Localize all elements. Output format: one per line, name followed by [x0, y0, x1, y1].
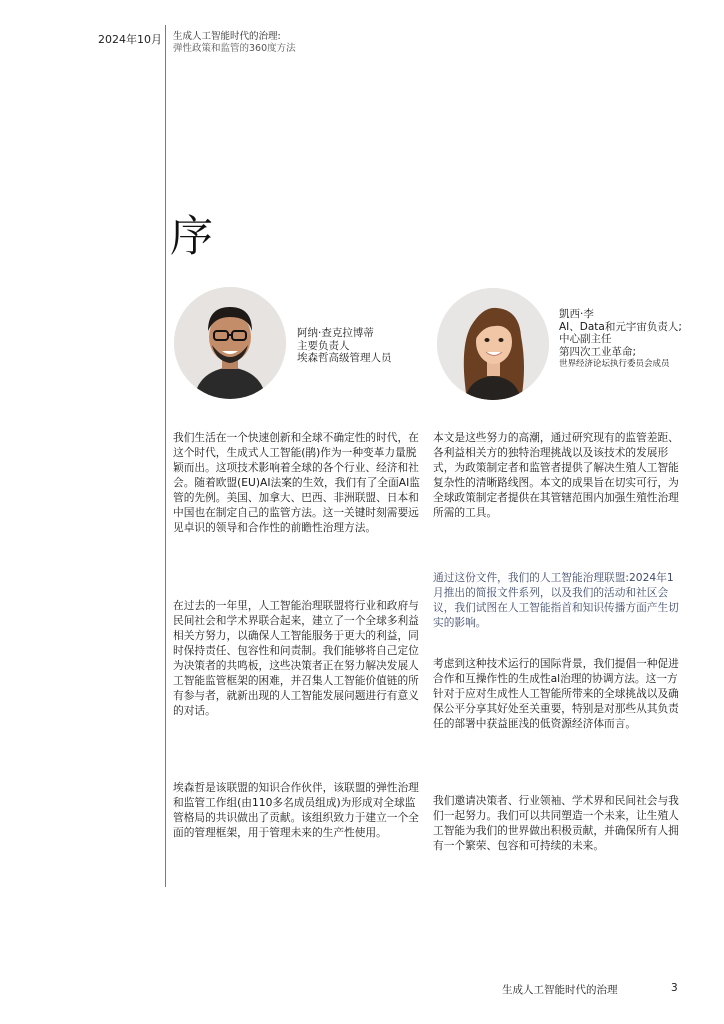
- person-2-program: 第四次工业革命;: [559, 345, 637, 358]
- vertical-divider: [165, 25, 166, 887]
- header-date: 2024年10月: [98, 33, 162, 46]
- left-paragraph-2: 在过去的一年里，人工智能治理联盟将行业和政府与民间社会和学术界联合起来，建立了一个全球多利益相关方努力，以确保人工智能服务于更大的利益，同时保持责任、包容性和问责制。我们能够将自己定位为决策者的共鸣板，这些决策者正在努力解决发展人工智能监管框架的困难，并召集人工智能价值链的所有参与者，就新出现的人工智能发展问题进行有意义的对话。: [173, 599, 419, 717]
- right-paragraph-3: 考虑到这种技术运行的国际背景，我们提倡一种促进合作和互操作性的生成性al治理的协调方法。这一方针对于应对生成性人工智能所带来的全球挑战以及确保公平分享其好处至关重要，特别是对那些从其负责任的部署中获益匪浅的低资源经济体而言。: [433, 657, 679, 730]
- header-title: 生成人工智能时代的治理:: [173, 31, 281, 42]
- person-2-role: AI、Data和元宇宙负责人;: [559, 320, 682, 333]
- footer-title: 生成人工智能时代的治理: [502, 984, 618, 996]
- person-1-bio: [297, 327, 422, 365]
- page-number: 3: [671, 982, 678, 994]
- portrait-photo-2: [437, 288, 549, 400]
- right-paragraph-2: 通过这份文件，我们的人工智能治理联盟:2024年1月推出的简报文件系列，以及我们的活动和社区会议，我们试图在人工智能指首和知识传播方面产生切实的影响。: [433, 571, 679, 629]
- person-1-org: 埃森哲高级管理人员: [297, 352, 392, 364]
- right-paragraph-4: 我们邀请决策者、行业领袖、学术界和民间社会与我们一起努力。我们可以共同塑造一个未来，让生殖人工智能为我们的世界做出积极贡献，并确保所有人拥有一个繁荣、包容和可持续的未来。: [433, 794, 679, 852]
- left-paragraph-3: 埃森哲是该联盟的知识合作伙伴，该联盟的弹性治理和监管工作组(由110多名成员组成)为形成对全球监管格局的共识做出了贡献。该组织致力于建立一个全面的管理框架，用于管理未来的生产性使用。: [173, 781, 419, 839]
- portrait-photo-1: [174, 287, 286, 399]
- left-paragraph-1: 我们生活在一个快速创新和全球不确定性的时代，在这个时代，生成式人工智能(鹃)作为一种变革力量脱颖而出。这项技术影响着全球的各个行业、经济和社会。随着欧盟(EU)AI法案的生效，我们有了全面AI监管的先例。美国、加拿大、巴西、非洲联盟、日本和中国也在制定自己的监管方法。这一关键时刻需要远见卓识的领导和合作性的前瞻性治理方法。: [173, 431, 420, 534]
- header-subtitle: 弹性政策和监管的360度方法: [173, 43, 296, 54]
- person-1-role: 主要负责人: [297, 339, 350, 352]
- person-2-name: 凱西·李: [559, 308, 594, 320]
- right-paragraph-1: 本文是这些努力的高潮，通过研究现有的监管差距、各利益相关方的独特治理挑战以及该技术的发展形式，为政策制定者和监管者提供了解决生殖人工智能复杂性的清晰路线图。本文的成果旨在切实可行，为全球政策制定者提供在其管辖范围内加强生殖性治理所需的工具。: [433, 431, 679, 519]
- section-title: 序: [170, 212, 213, 262]
- person-1-name: 阿纳·查克拉博蒂: [297, 327, 374, 339]
- person-2-bio: [559, 308, 719, 371]
- person-2-position: 中心副主任: [559, 333, 612, 345]
- person-2-affiliation: 世界经济论坛执行委员会成员: [559, 359, 670, 369]
